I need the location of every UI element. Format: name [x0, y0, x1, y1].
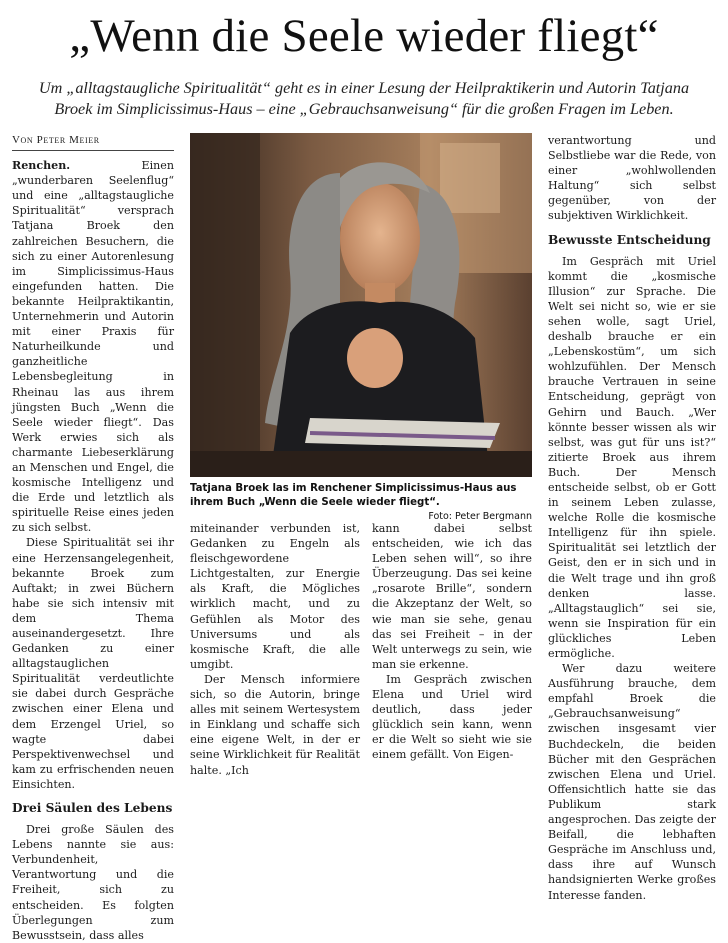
photo-speaker [190, 133, 532, 477]
paragraph: Im Gespräch mit Uriel kommt die „kosmische Illusion“ zur Sprache. Die Welt sei nicht so, wie er sie sehen wolle, sagt Uriel, deshalb brauche er ein „Lebenskostüm“, um sich wohlzufühlen. Der Mensch brauche Vertrauen in seine Entscheidung, geprägt von Gehirn und Bauch. „Wer könnte besser wissen als wir selbst, was gut für uns ist?“ zitierte Broek aus ihrem Buch. Der Mensch entscheide selbst, ob er Gott in seinem Leben zulasse, welche Rolle die kosmische Intelligenz für ihn spiele. Spiritualität sei letztlich der Geist, den er in sich und in die Welt trage und ihn groß denken lasse. „Alltagstauglich“ sei sie, wenn sie Inspiration für ein glückliches Leben ermögliche. [548, 254, 716, 660]
text-column-1 [12, 133, 174, 943]
photo-credit: Foto: Peter Bergmann [428, 511, 532, 522]
text-column-3 [372, 521, 532, 763]
dateline: Renchen. [12, 159, 71, 173]
headline: „Wenn die Seele wieder fliegt“ [69, 10, 659, 62]
paragraph: Drei große Säulen des Lebens nannte sie aus: Verbundenheit, Verantwortung und die Freiheit, sich zu entscheiden. Es folgten Überlegungen zum Bewusstsein, dass alles [12, 823, 174, 942]
byline: Von Peter Meier [12, 133, 174, 151]
subheading: Drei Säulen des Lebens [12, 801, 173, 816]
lead-paragraph [12, 158, 174, 535]
caption-text: Tatjana Broek las im Renchener Simplicissimus-Haus aus ihrem Buch „Wenn die Seele wieder fliegt“. [190, 483, 517, 508]
paragraph: verantwortung und Selbstliebe war die Rede, von einer „wohlwollenden Haltung“ sich selbst gegenüber, von der subjektiven Wirklichkeit. [548, 134, 716, 223]
paragraph: kann dabei selbst entscheiden, wie ich das Leben sehen will“, so ihre Überzeugung. Das sei keine „rosarote Brille“, sondern die Akzeptanz der Welt, so wie man sie sehe, genau das sei Freiheit – in der Welt unterwegs zu sein, wie man sie erkenne. [372, 522, 532, 671]
photo-caption [190, 482, 532, 524]
paragraph: miteinander verbunden ist, Gedanken zu Engeln als fleischgewordene Lichtgestalten, zur Energie als Kraft, die Mögliches wirklich macht, und zu Gefühlen als Motor des Universums und als kosmische Kraft, die alle umgibt. [190, 522, 360, 671]
text-column-2 [190, 521, 360, 778]
paragraph: Im Gespräch zwischen Elena und Uriel wird deutlich, dass jeder glücklich sein kann, wenn er die Welt so sieht wie sie einem gefällt. Von Eigen- [372, 672, 532, 762]
paragraph: Diese Spiritualität sei ihr eine Herzensangelegenheit, bekannte Broek zum Auftakt; in zwei Büchern habe sie sich intensiv mit dem Thema auseinandergesetzt. Ihre Gedanken zu einer alltagstauglichen Spiritualität verdeutlichte sie dabei durch Gespräche zwischen einer Elena und dem Erzengel Uriel, so wagte dabei Perspektivenwechsel und kam zu erfrischenden neuen Einsichten. [12, 536, 174, 791]
paragraph: Der Mensch informiere sich, so die Autorin, bringe alles mit seinem Wertesystem in Einklang und schaffe sich eine eigene Welt, in der er seine Wirklichkeit für Realität halte. „Ich [190, 672, 360, 777]
portrait-image [190, 133, 532, 477]
subheadline: Um „alltagstaugliche Spiritualität“ geht es in einer Lesung der Heilpraktikerin und Autorin Tatjana Broek im Simplicissimus-Haus – eine „Gebrauchsanweisung“ für die großen Fragen im Leben. [38, 79, 690, 118]
text-column-4 [548, 133, 716, 903]
paragraph: Wer dazu weitere Ausführung brauche, dem empfahl Broek die „Gebrauchsanweisung“ zwischen insgesamt vier Buchdeckeln, die beiden Bücher mit den Gesprächen zwischen Elena und Uriel. Offensichtlich hatte sie das Publikum stark angesprochen. Das zeigte der Beifall, die lebhaften Gespräche im Anschluss und, dass ihre auf Wunsch handsignierten Werke großes Interesse fanden. [548, 662, 716, 902]
lead-text: Einen „wunderbaren Seelenflug“ und eine „alltagstaugliche Spiritualität“ versprach Tatjana Broek den zahlreichen Besuchern, die sich zu einer Autorenlesung im Simplicissimus-Haus eingefunden hatten. Die bekannte Heilpraktikantin, Unternehmerin und Autorin mit einer Praxis für Naturheilkunde und ganzheitliche Lebensbegleitung in Rheinau las aus ihrem jüngsten Buch „Wenn die Seele wieder fliegt“. Das Werk erwies sich als charmante Liebeserklärung an Menschen und Engel, die kosmische Intelligenz und die Erde und letztlich als spirituelle Reise eines jeden zu sich selbst. [12, 159, 174, 535]
subheading: Bewusste Entscheidung [548, 232, 711, 247]
